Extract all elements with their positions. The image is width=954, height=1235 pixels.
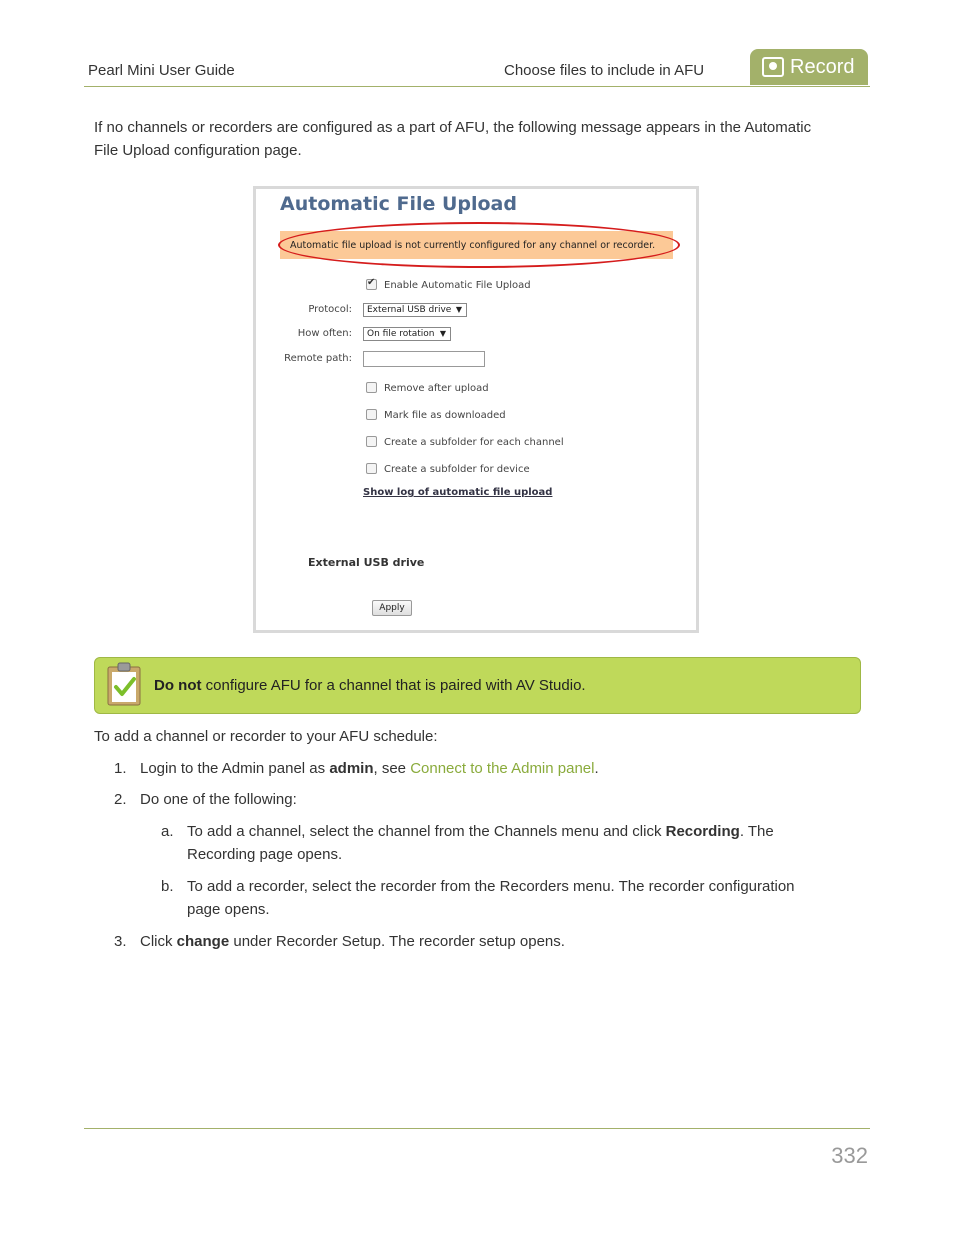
clipboard-check-icon xyxy=(107,662,141,706)
apply-button[interactable]: Apply xyxy=(372,600,412,616)
remove-after-upload-checkbox[interactable] xyxy=(366,382,377,393)
how-often-label: How often: xyxy=(297,328,352,339)
step-3-post: under Recorder Setup. The recorder setup opens. xyxy=(229,933,565,950)
enable-afu-checkbox[interactable] xyxy=(366,279,377,290)
mark-downloaded-checkbox[interactable] xyxy=(366,409,377,420)
step-a-line-2: Recording page opens. xyxy=(187,846,343,863)
section-title: Choose files to include in AFU xyxy=(504,62,705,79)
remove-after-upload-label: Remove after upload xyxy=(384,383,489,394)
step-a-letter: a. xyxy=(161,823,174,840)
note-bold: Do not xyxy=(154,677,202,694)
subfolder-device-checkbox[interactable] xyxy=(366,463,377,474)
header-rule xyxy=(84,86,870,87)
step-b-letter: b. xyxy=(161,878,174,895)
guide-title: Pearl Mini User Guide xyxy=(88,62,235,79)
note-text xyxy=(154,677,586,694)
subfolder-channel-label: Create a subfolder for each channel xyxy=(384,437,564,448)
afu-title: Automatic File Upload xyxy=(280,193,517,215)
enable-afu-label: Enable Automatic File Upload xyxy=(384,280,531,291)
protocol-value: External USB drive xyxy=(367,305,452,315)
steps-intro: To add a channel or recorder to your AFU schedule: xyxy=(94,728,438,745)
step-3-pre: Click xyxy=(140,933,177,950)
external-usb-heading: External USB drive xyxy=(308,556,425,569)
note-box xyxy=(94,657,861,714)
step-1-bold: admin xyxy=(329,760,374,777)
remote-path-label: Remote path: xyxy=(284,353,352,364)
record-tab-label: Record xyxy=(790,55,855,78)
step-a-line-1 xyxy=(187,820,774,843)
remote-path-input[interactable] xyxy=(363,351,485,367)
step-a-pre: To add a channel, select the channel from the Channels menu and click xyxy=(187,823,666,840)
intro-line-2: File Upload configuration page. xyxy=(94,142,302,159)
intro-line-1: If no channels or recorders are configured as a part of AFU, the following message appears in the Automatic xyxy=(94,119,812,136)
subfolder-device-label: Create a subfolder for device xyxy=(384,464,530,475)
protocol-select[interactable] xyxy=(363,303,467,317)
step-b-line-2: page opens. xyxy=(187,901,270,918)
afu-screenshot xyxy=(253,186,699,633)
step-3-number: 3. xyxy=(114,933,127,950)
how-often-value: On file rotation xyxy=(367,329,435,339)
mark-downloaded-label: Mark file as downloaded xyxy=(384,410,506,421)
step-1-mid: , see xyxy=(373,760,411,777)
highlight-ellipse xyxy=(278,222,680,268)
subfolder-channel-checkbox[interactable] xyxy=(366,436,377,447)
step-1-text xyxy=(140,757,599,780)
step-a-bold: Recording xyxy=(665,823,740,840)
record-icon xyxy=(762,57,784,77)
record-tab xyxy=(750,49,868,85)
step-1-pre: Login to the Admin panel as xyxy=(140,760,330,777)
dropdown-arrow-icon: ▼ xyxy=(455,305,462,314)
step-b-line-1: To add a recorder, select the recorder from the Recorders menu. The recorder configuration xyxy=(187,878,795,895)
page-number: 332 xyxy=(831,1143,868,1168)
dropdown-arrow-icon: ▼ xyxy=(439,329,446,338)
show-log-link[interactable]: Show log of automatic file upload xyxy=(363,487,553,498)
step-a-post: . The xyxy=(739,823,774,840)
step-2-text: Do one of the following: xyxy=(140,791,297,808)
step-3-text xyxy=(140,930,565,953)
footer-rule xyxy=(84,1128,870,1129)
protocol-label: Protocol: xyxy=(308,304,352,315)
afu-warning-message: Automatic file upload is not currently configured for any channel or recorder. xyxy=(280,231,673,259)
step-3-bold: change xyxy=(176,933,230,950)
step-1-number: 1. xyxy=(114,760,127,777)
admin-panel-link[interactable]: Connect to the Admin panel xyxy=(410,760,595,777)
how-often-select[interactable] xyxy=(363,327,451,341)
step-2-number: 2. xyxy=(114,791,127,808)
note-body: configure AFU for a channel that is paired with AV Studio. xyxy=(201,677,586,694)
step-1-post: . xyxy=(594,760,599,777)
